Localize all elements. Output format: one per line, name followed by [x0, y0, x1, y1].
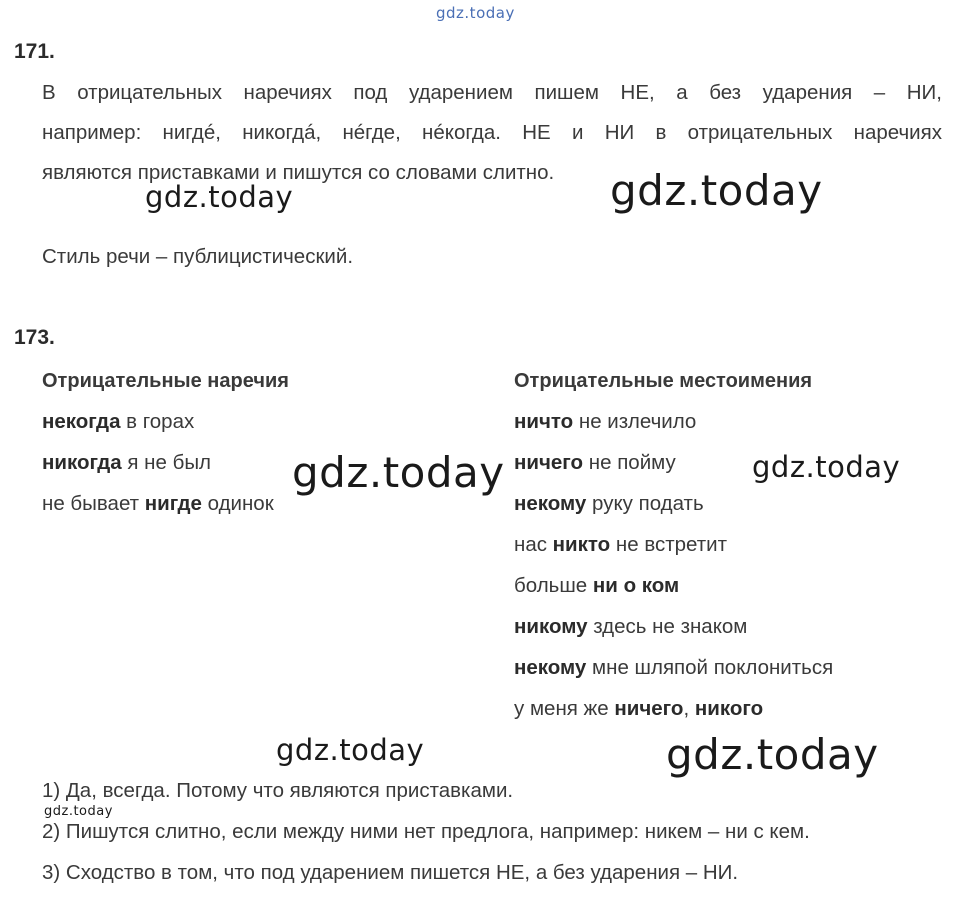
watermark-top: gdz.today: [436, 4, 515, 22]
exercise-171-line-1: В отрицательных наречиях под ударением пишем НЕ, а без ударения – НИ,: [42, 81, 942, 104]
exercise-171-style: Стиль речи – публицистический.: [42, 245, 354, 268]
exercise-173-number: 173.: [14, 326, 55, 349]
answer-3: 3) Сходство в том, что под ударением пишется НЕ, а без ударения – НИ.: [42, 861, 739, 884]
pronoun-row-7: некому мне шляпой поклониться: [514, 656, 834, 679]
watermark-2: gdz.today: [610, 166, 823, 215]
pronoun-row-5: больше ни о ком: [514, 574, 680, 597]
adverb-row-3: не бывает нигде одинок: [42, 492, 274, 515]
right-column-header: Отрицательные местоимения: [514, 370, 813, 392]
adverb-row-1: некогда в горах: [42, 410, 195, 433]
answer-2: 2) Пишутся слитно, если между ними нет предлога, например: никем – ни с кем.: [42, 820, 810, 843]
pronoun-row-4: нас никто не встретит: [514, 533, 727, 556]
exercise-171-line-3: являются приставками и пишутся со словами слитно.: [42, 161, 555, 184]
watermark-7: gdz.today: [44, 804, 113, 819]
watermark-1: gdz.today: [145, 180, 294, 214]
watermark-3: gdz.today: [292, 448, 505, 497]
exercise-171-line-2: например: нигдé, никогдá, нéгде, нéкогда. НЕ и НИ в отрицательных наречиях: [42, 121, 942, 144]
watermark-4: gdz.today: [752, 450, 901, 484]
pronoun-row-8: у меня же ничего, никого: [514, 697, 764, 720]
pronoun-row-1: ничто не излечило: [514, 410, 697, 433]
exercise-171-number: 171.: [14, 40, 55, 63]
pronoun-row-2: ничего не пойму: [514, 451, 676, 474]
adverb-row-2: никогда я не был: [42, 451, 212, 474]
watermark-5: gdz.today: [276, 733, 425, 767]
answer-1: 1) Да, всегда. Потому что являются приставками.: [42, 779, 514, 802]
left-column-header: Отрицательные наречия: [42, 370, 289, 392]
pronoun-row-6: никому здесь не знаком: [514, 615, 748, 638]
watermark-6: gdz.today: [666, 730, 879, 779]
pronoun-row-3: некому руку подать: [514, 492, 704, 515]
